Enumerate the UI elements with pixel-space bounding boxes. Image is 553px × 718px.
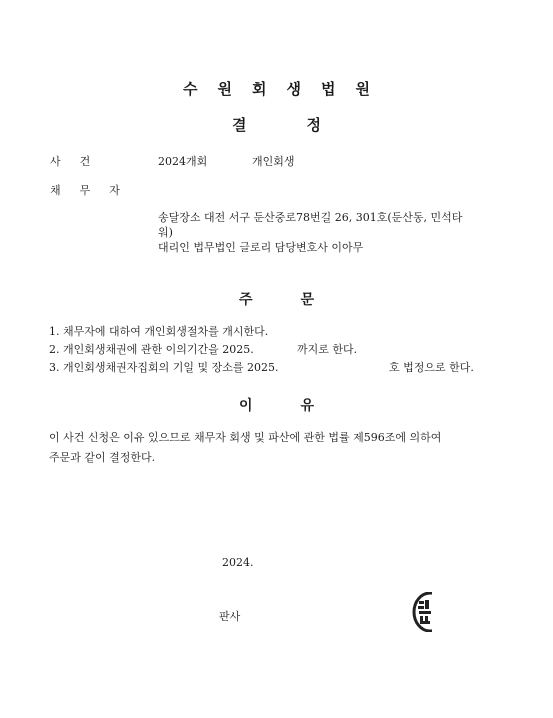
judge-label: 판사: [219, 610, 241, 623]
order-item-text: 개인회생채권에 관한 이의기간을 2025.: [63, 343, 254, 356]
document-type-title: 결정: [232, 116, 381, 134]
order-item-text: 채무자에 대하여 개인회생절차를 개시한다.: [63, 325, 269, 338]
order-item-3-tail: 호 법정으로 한다.: [389, 361, 474, 374]
reason-text-line1: 이 사건 신청은 이유 있으므로 채무자 회생 및 파산에 관한 법률 제596조에 의하여: [49, 431, 442, 444]
reason-text-line2: 주문과 같이 결정한다.: [49, 451, 156, 464]
debtor-address-line2: 워): [158, 226, 173, 239]
order-item-number: 2.: [49, 343, 60, 356]
reason-section-title: 이유: [238, 398, 363, 414]
order-item-1: [49, 323, 268, 339]
court-name: 수원회생법원: [183, 80, 390, 98]
order-item-text: 개인회생채권자집회의 기일 및 장소를 2025.: [63, 361, 279, 374]
case-label: 사건: [50, 155, 110, 168]
order-item-2: [49, 341, 254, 357]
order-item-number: 1.: [49, 325, 60, 338]
debtor-representative: 대리인 법무법인 글로리 담당변호사 이아무: [158, 241, 364, 254]
debtor-label: 채무자: [50, 184, 139, 197]
order-section-title: 주문: [238, 292, 363, 308]
debtor-address-line1: 송달장소 대전 서구 둔산중로78번길 26, 301호(둔산동, 민석타: [158, 211, 463, 224]
decision-date: 2024.: [222, 556, 254, 569]
order-item-2-tail: 까지로 한다.: [297, 343, 358, 356]
court-seal-icon: [410, 592, 444, 632]
order-item-3: [49, 359, 279, 375]
order-item-number: 3.: [49, 361, 60, 374]
case-number: 2024개회: [158, 155, 208, 168]
case-kind: 개인회생: [252, 155, 295, 168]
